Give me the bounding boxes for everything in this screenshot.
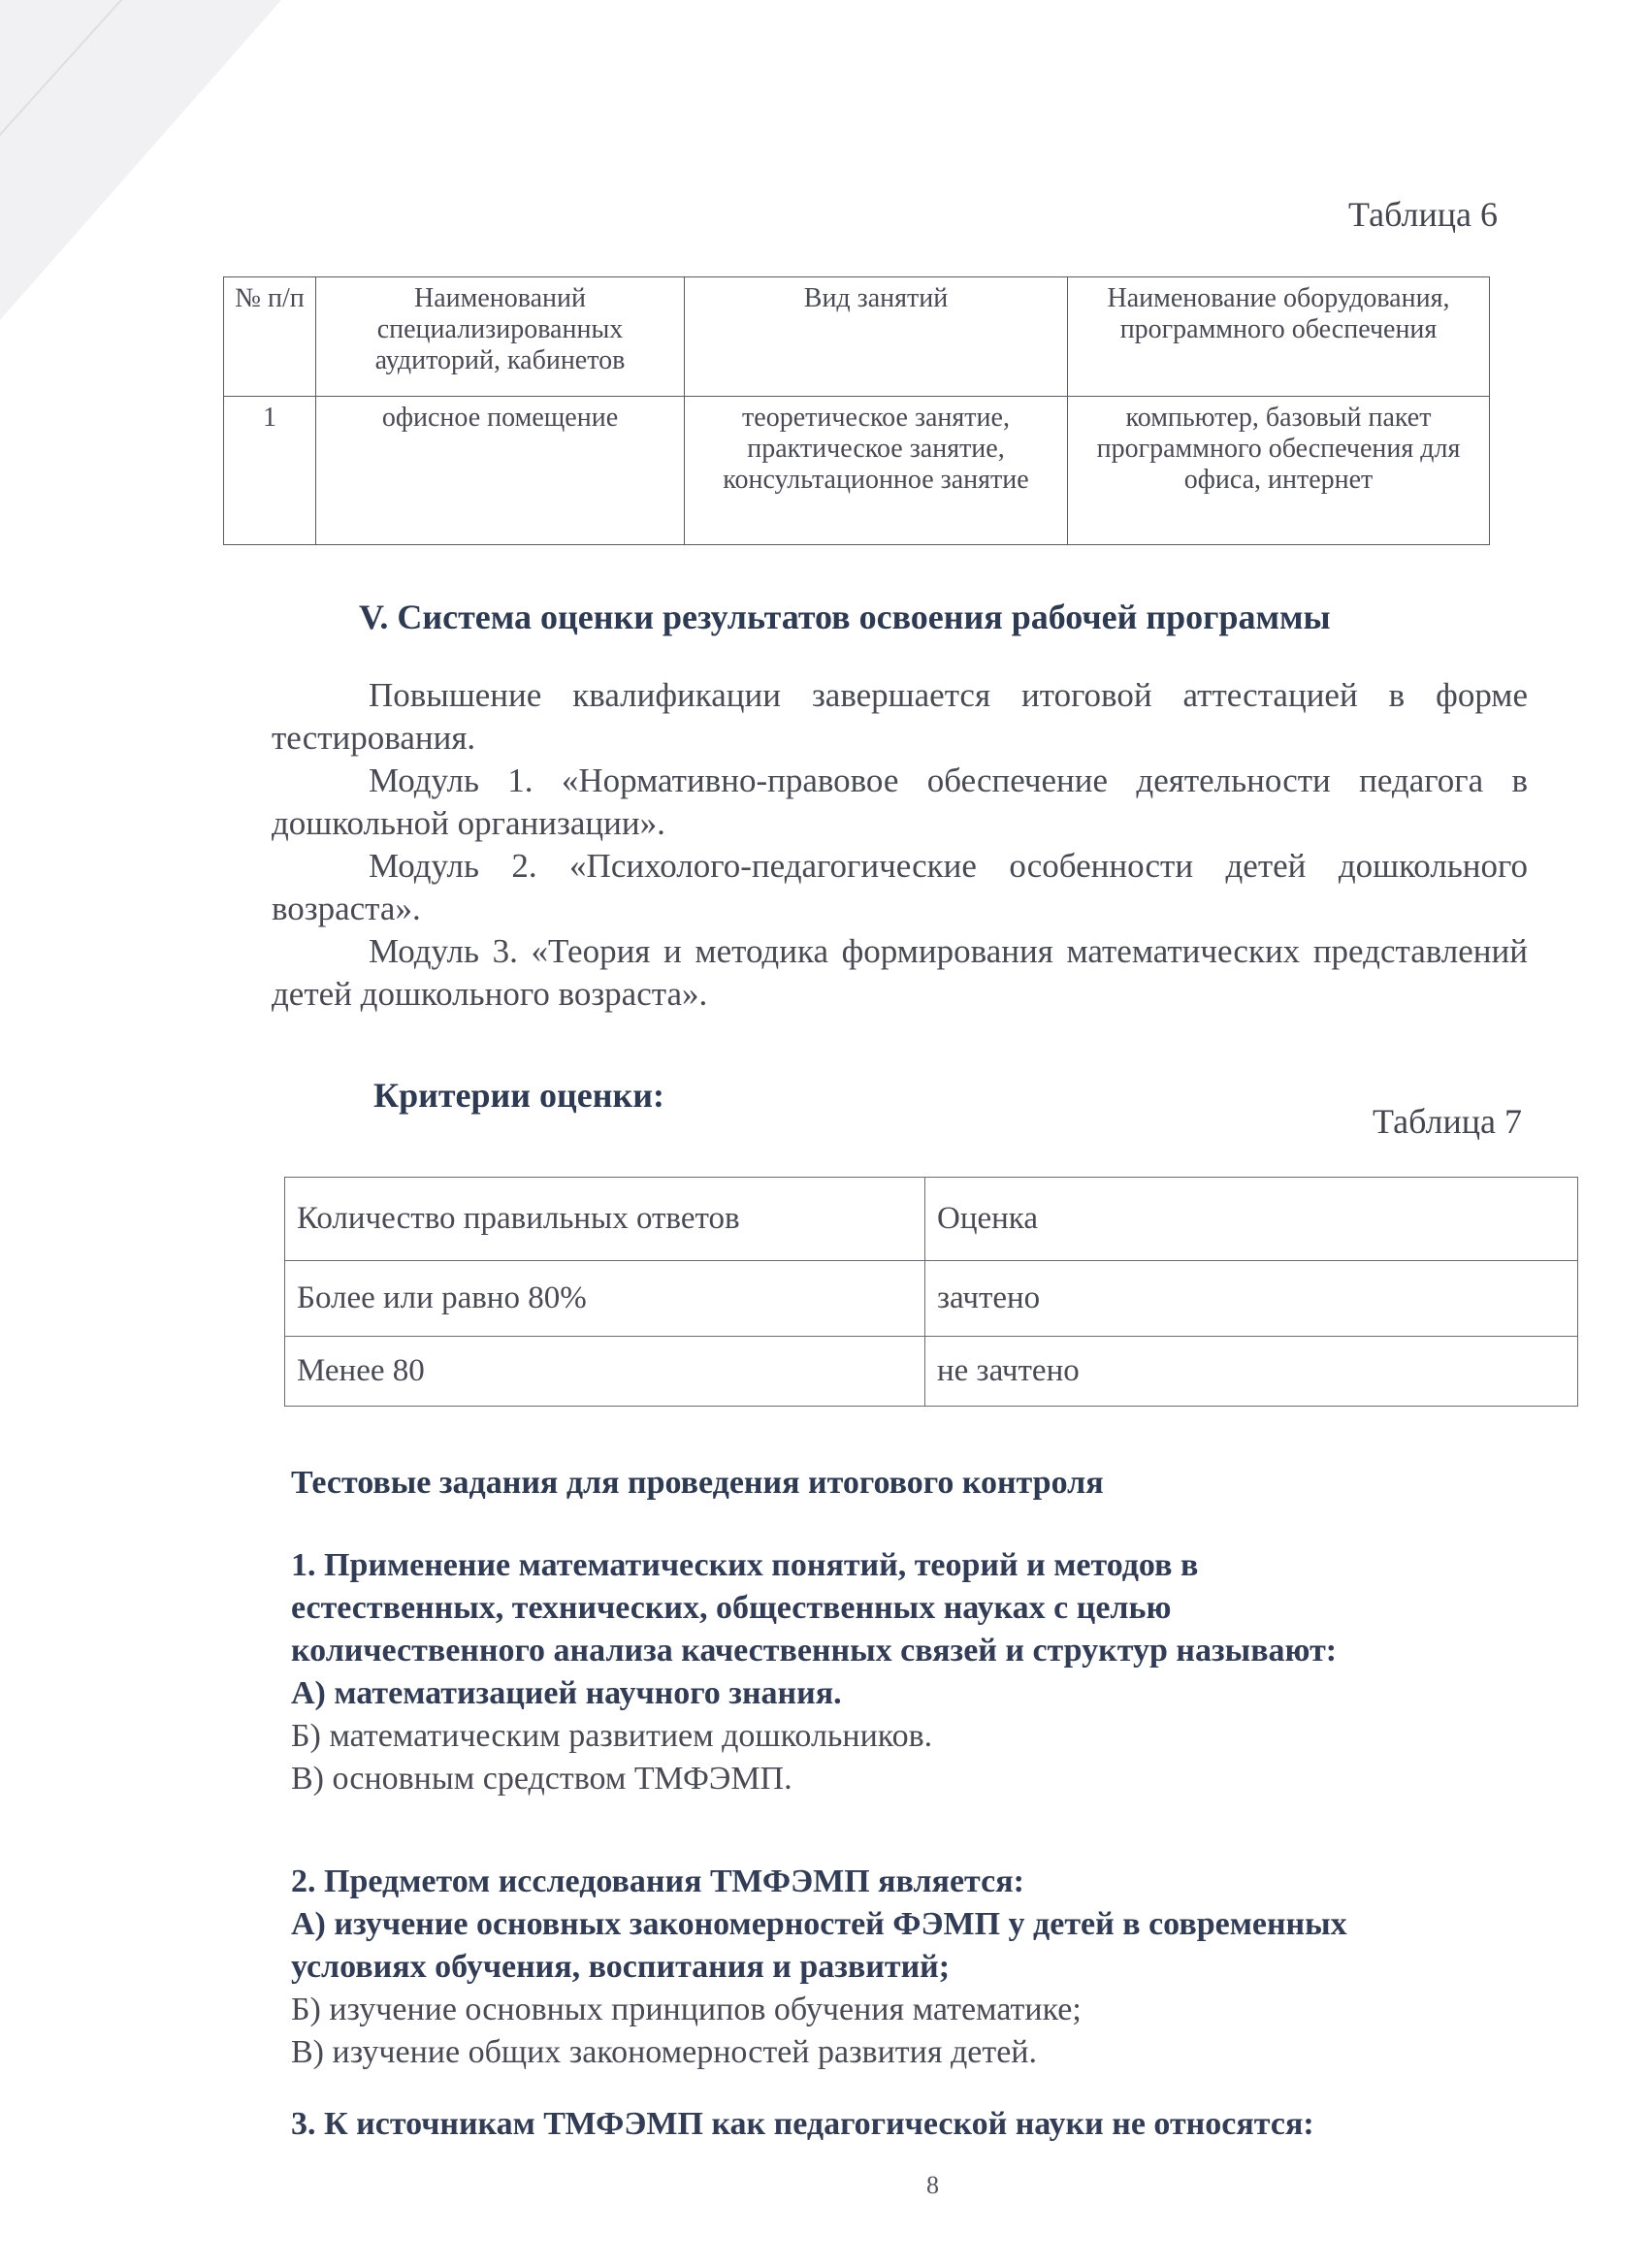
question-line: количественного анализа качественных связей и структур называют: — [291, 1633, 1338, 1669]
question-1 — [291, 1544, 1552, 1800]
table6-header-cell: Вид занятий — [685, 277, 1068, 397]
table-row — [285, 1261, 1578, 1337]
table6-header-cell: № п/п — [224, 277, 316, 397]
table6-cell: 1 — [224, 397, 316, 545]
page-number: 8 — [926, 2171, 939, 2199]
table7-header-cell: Количество правильных ответов — [285, 1178, 925, 1261]
intro-paragraph — [272, 674, 1528, 760]
table6-cell: теоретическое занятие, практическое занятие, консультационное занятие — [685, 397, 1068, 545]
module-paragraph — [272, 930, 1528, 1016]
section-heading: V. Система оценки результатов освоения рабочей программы — [359, 598, 1331, 636]
answer-option: Б) изучение основных принципов обучения математике; — [291, 1992, 1082, 2027]
question-3 — [291, 2103, 1552, 2146]
table6-header-cell: Наименование оборудования, программного обеспечения — [1068, 277, 1490, 397]
page-fold-corner — [0, 0, 281, 320]
table7-cell: не зачтено — [925, 1337, 1578, 1407]
module-text: Модуль 3. «Теория и методика формирования математических представлений детей дошкольного возраста». — [272, 932, 1528, 1013]
module-paragraph — [272, 845, 1528, 930]
answer-correct: условиях обучения, воспитания и развитий; — [291, 1949, 951, 1985]
tests-heading: Тестовые задания для проведения итогового контроля — [291, 1465, 1104, 1501]
table6-cell: офисное помещение — [316, 397, 685, 545]
table6-header-row — [224, 277, 1490, 397]
table-row — [285, 1337, 1578, 1407]
table6-header-cell: Наименований специализированных аудиторий, кабинетов — [316, 277, 685, 397]
table-row — [224, 397, 1490, 545]
question-line: 2. Предметом исследования ТМФЭМП является: — [291, 1863, 1024, 1899]
intro-text: Повышение квалификации завершается итоговой аттестацией в форме тестирования. — [272, 676, 1528, 757]
question-line: естественных, технических, общественных науках с целью — [291, 1590, 1172, 1626]
table6-caption: Таблица 6 — [1348, 195, 1498, 234]
table7-cell: зачтено — [925, 1261, 1578, 1337]
answer-option: В) изучение общих закономерностей развития детей. — [291, 2034, 1038, 2070]
module-text: Модуль 2. «Психолого-педагогические особенности детей дошкольного возраста». — [272, 847, 1528, 927]
table6-cell: компьютер, базовый пакет программного обеспечения для офиса, интернет — [1068, 397, 1490, 545]
table7-cell: Более или равно 80% — [285, 1261, 925, 1337]
table6 — [223, 276, 1490, 545]
module-paragraph — [272, 760, 1528, 845]
table7-cell: Менее 80 — [285, 1337, 925, 1407]
table7 — [284, 1177, 1578, 1407]
question-line: 1. Применение математических понятий, теорий и методов в — [291, 1547, 1199, 1583]
criteria-heading: Критерии оценки: — [373, 1076, 664, 1115]
table7-header-cell: Оценка — [925, 1178, 1578, 1261]
table7-caption: Таблица 7 — [1373, 1102, 1522, 1141]
table7-header-row — [285, 1178, 1578, 1261]
module-text: Модуль 1. «Нормативно-правовое обеспечение деятельности педагога в дошкольной организации». — [272, 761, 1528, 842]
answer-correct: А) математизацией научного знания. — [291, 1675, 842, 1711]
question-2 — [291, 1861, 1552, 2074]
question-line: 3. К источникам ТМФЭМП как педагогической науки не относятся: — [291, 2106, 1314, 2142]
answer-option: В) основным средством ТМФЭМП. — [291, 1761, 792, 1797]
answer-option: Б) математическим развитием дошкольников. — [291, 1718, 933, 1754]
answer-correct: А) изучение основных закономерностей ФЭМП у детей в современных — [291, 1906, 1347, 1942]
